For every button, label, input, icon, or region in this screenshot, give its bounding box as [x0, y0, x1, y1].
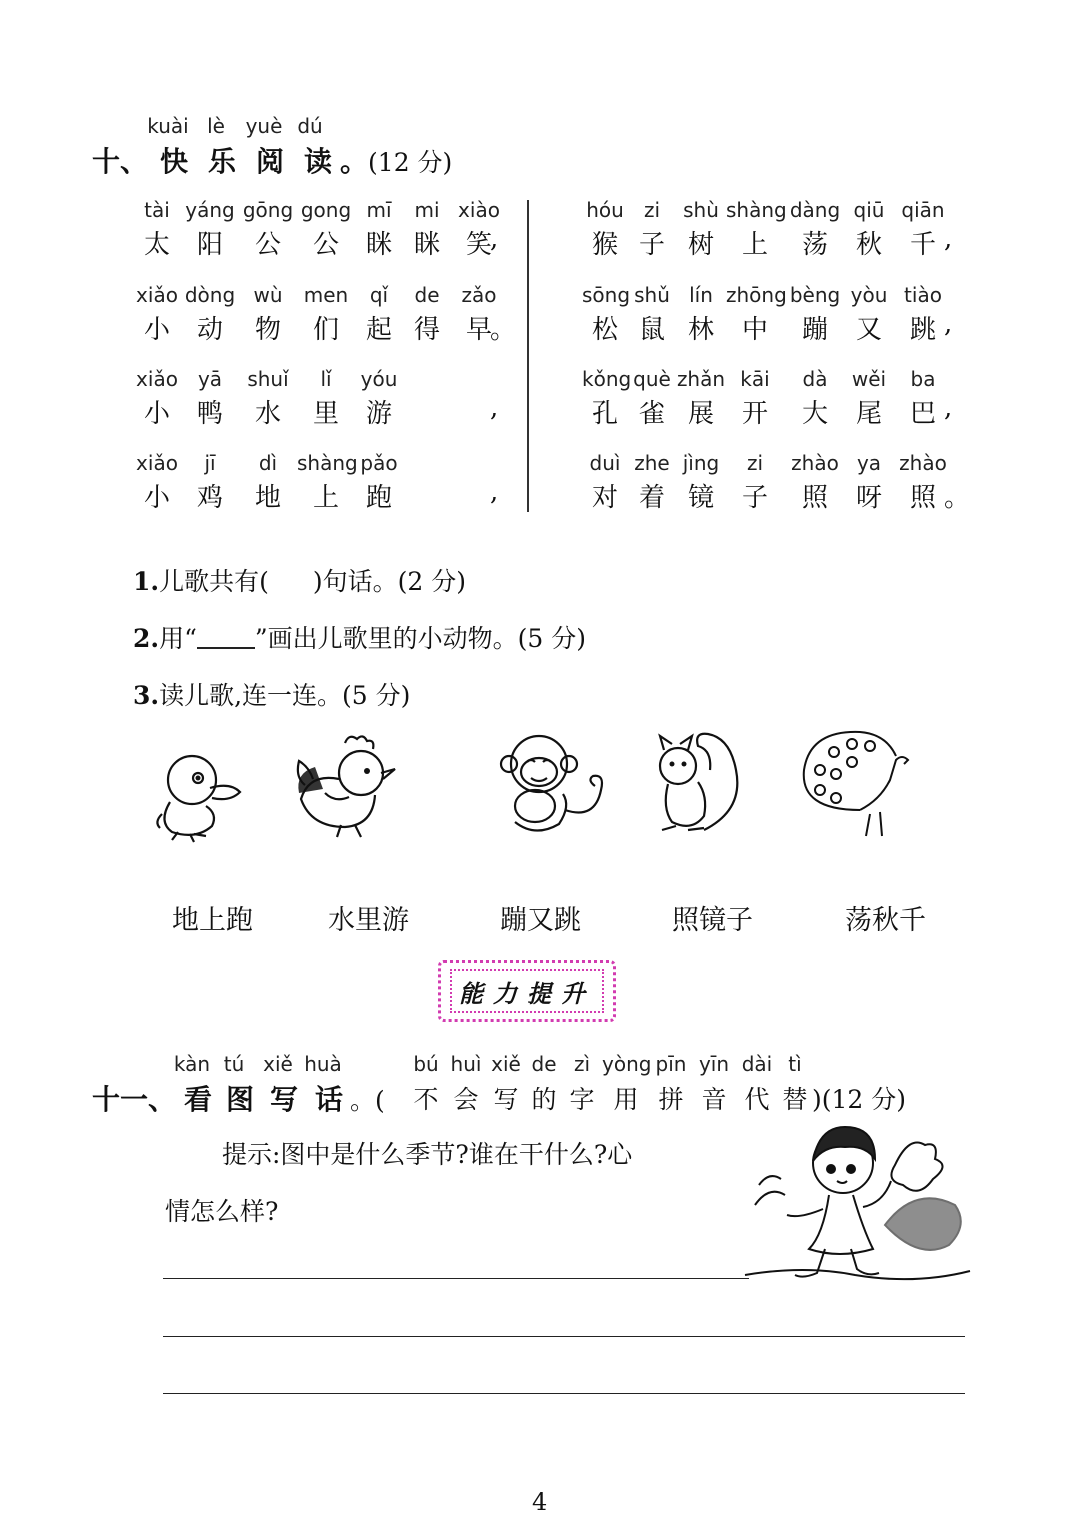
poem-char[interactable]: 小 — [143, 483, 170, 513]
hint-line-1: 提示:图中是什么季节?谁在干什么?心 — [222, 1140, 633, 1169]
pinyin-syllable: jī — [204, 451, 216, 475]
title-char: 看 — [184, 1083, 213, 1116]
poem-char[interactable]: 千 — [909, 230, 936, 260]
poem-line-pinyin — [582, 367, 954, 391]
pinyin-syllable: dàng — [789, 198, 841, 222]
section-number: 十、 — [92, 145, 149, 178]
poem-line — [133, 393, 499, 430]
pinyin-syllable: sōng — [582, 283, 631, 307]
poem-char[interactable]: 们 — [312, 315, 339, 345]
pinyin-syllable: men — [303, 283, 349, 307]
peacock-icon[interactable] — [800, 730, 920, 840]
pinyin-syllable: kāi — [740, 367, 770, 391]
poem-line — [582, 477, 971, 514]
ability-badge — [438, 960, 616, 1022]
pinyin-syllable: mī — [366, 198, 392, 222]
poem-char[interactable]: 对 — [591, 483, 618, 513]
question-3 — [133, 676, 410, 712]
poem-char[interactable]: 公 — [312, 230, 339, 260]
pinyin-syllable: xiǎo — [136, 367, 178, 391]
poem-char[interactable]: 游 — [365, 399, 392, 429]
note-char: 字 — [569, 1085, 595, 1114]
poem-char[interactable]: 笑 — [465, 230, 492, 260]
poem-punct: , — [490, 224, 499, 254]
pinyin-syllable: xiǎo — [136, 283, 178, 307]
poem-char[interactable]: 太 — [143, 230, 170, 260]
pinyin-syllable: xiào — [458, 198, 500, 222]
poem-line-pinyin — [582, 283, 954, 307]
pinyin-syllable: qiū — [853, 198, 885, 222]
title-char: 写 — [270, 1083, 299, 1116]
poem-char[interactable]: 又 — [855, 315, 882, 345]
poem-char[interactable]: 中 — [741, 315, 768, 345]
poem-char[interactable]: 镜 — [687, 483, 714, 513]
poem-line — [582, 224, 954, 261]
writing-line-2[interactable] — [163, 1336, 965, 1337]
poem-char[interactable]: 秋 — [855, 230, 882, 260]
poem-punct: , — [944, 309, 953, 339]
pinyin-syllable: gōng — [242, 198, 294, 222]
poem-punct: , — [490, 393, 499, 423]
pinyin-syllable: zi — [746, 451, 764, 475]
note-char: 不 — [413, 1085, 439, 1114]
pinyin-syllable: zhe — [634, 451, 670, 475]
poem-line-pinyin — [582, 451, 954, 475]
poem-char[interactable]: 早 — [465, 315, 492, 345]
section-number: 十一、 — [92, 1083, 177, 1116]
poem-char[interactable]: 鸭 — [196, 399, 223, 429]
poem-divider — [527, 200, 529, 512]
pinyin-syllable: yuè — [245, 114, 283, 138]
pinyin-syllable: tì — [788, 1052, 802, 1076]
poem-punct: , — [944, 224, 953, 254]
poem-char[interactable]: 上 — [741, 230, 768, 260]
pinyin-syllable: xiě — [263, 1052, 293, 1076]
pinyin-syllable: zì — [573, 1052, 591, 1076]
note-char: 替 — [782, 1085, 808, 1114]
title-char: 乐 — [208, 145, 237, 178]
label-mirror[interactable]: 照镜子 — [672, 905, 753, 936]
pinyin-syllable: yóu — [360, 367, 398, 391]
poem-char[interactable]: 里 — [312, 399, 339, 429]
poem-char[interactable]: 孔 — [591, 399, 618, 429]
title-period: 。( — [350, 1086, 385, 1115]
pinyin-syllable: dì — [258, 451, 278, 475]
pinyin-syllable: ya — [856, 451, 882, 475]
poem-char[interactable]: 跑 — [365, 483, 392, 513]
poem-char[interactable]: 眯 — [365, 230, 392, 260]
title-char: 读 — [304, 145, 333, 178]
question-text: 读儿歌,连一连。(5 分) — [159, 681, 411, 710]
poem-char[interactable]: 呀 — [855, 483, 882, 513]
poem-line — [133, 224, 507, 261]
poem-char[interactable]: 水 — [254, 399, 281, 429]
title-period: 。 — [340, 145, 369, 178]
poem-punct: , — [490, 477, 499, 507]
monkey-icon[interactable] — [497, 730, 612, 840]
poem-char[interactable]: 开 — [741, 399, 768, 429]
pinyin-syllable: ba — [910, 367, 936, 391]
note-char: 音 — [701, 1085, 727, 1114]
poem-char[interactable]: 子 — [638, 230, 665, 260]
poem-line — [582, 309, 954, 346]
writing-line-3[interactable] — [163, 1393, 965, 1394]
note-char: 的 — [531, 1085, 557, 1114]
pinyin-syllable: yīn — [698, 1052, 730, 1076]
poem-char[interactable]: 照 — [909, 483, 936, 513]
pinyin-syllable: shàng — [297, 451, 358, 475]
poem-char[interactable]: 巴 — [909, 399, 936, 429]
pinyin-syllable: wù — [253, 283, 283, 307]
pinyin-syllable: zhǎn — [676, 367, 726, 391]
pinyin-syllable: zhào — [899, 451, 947, 475]
poem-line — [133, 309, 517, 346]
poem-char[interactable]: 雀 — [638, 399, 665, 429]
pinyin-syllable: gong — [300, 198, 352, 222]
pinyin-syllable: shǔ — [634, 283, 670, 307]
poem-char[interactable]: 小 — [143, 399, 170, 429]
poem-char[interactable]: 照 — [801, 483, 828, 513]
pinyin-syllable: hóu — [586, 198, 624, 222]
poem-char[interactable]: 地 — [254, 483, 281, 513]
pinyin-syllable: tú — [223, 1052, 245, 1076]
pinyin-syllable: wěi — [851, 367, 887, 391]
poem-char[interactable]: 公 — [254, 230, 281, 260]
poem-char[interactable]: 猴 — [591, 230, 618, 260]
question-1 — [133, 562, 466, 598]
poem-char[interactable]: 松 — [591, 315, 618, 345]
question-number: 3. — [133, 681, 160, 710]
pinyin-syllable: huì — [450, 1052, 482, 1076]
title-char: 话 — [315, 1083, 344, 1116]
section-score: (12 分) — [821, 1085, 907, 1114]
pinyin-syllable: kàn — [173, 1052, 211, 1076]
pinyin-syllable: kǒng — [582, 367, 632, 391]
pinyin-syllable: yòng — [602, 1052, 652, 1076]
pinyin-syllable: lín — [689, 283, 713, 307]
question-text: ”画出儿歌里的小动物。(5 分) — [254, 624, 587, 653]
pinyin-syllable: mi — [414, 198, 440, 222]
section11-note-pinyin — [406, 1052, 812, 1076]
pinyin-syllable: shuǐ — [247, 367, 289, 391]
question-2 — [133, 619, 586, 655]
label-hop-jump[interactable]: 蹦又跳 — [500, 905, 581, 936]
underline-sample — [197, 625, 255, 649]
poem-punct: 。 — [490, 315, 517, 345]
note-close: ) — [812, 1085, 822, 1114]
title-char: 图 — [226, 1083, 255, 1116]
note-char: 写 — [493, 1085, 519, 1114]
poem-line-pinyin — [582, 198, 954, 222]
poem-char[interactable]: 得 — [413, 315, 440, 345]
poem-char[interactable]: 跳 — [909, 315, 936, 345]
pinyin-syllable: duì — [589, 451, 621, 475]
pinyin-syllable: yáng — [185, 198, 235, 222]
poem-punct: 。 — [944, 483, 971, 513]
poem-line-pinyin — [133, 451, 403, 475]
page-number: 4 — [532, 1488, 548, 1516]
poem-line — [582, 393, 954, 430]
section10-title-pinyin — [142, 114, 330, 138]
title-char: 阅 — [256, 145, 285, 178]
question-text: )句话。(2 分) — [312, 567, 466, 596]
pinyin-syllable: dòng — [184, 283, 236, 307]
pinyin-syllable: qiān — [901, 198, 945, 222]
poem-char[interactable]: 小 — [143, 315, 170, 345]
poem-char[interactable]: 动 — [196, 315, 223, 345]
poem-char[interactable]: 上 — [312, 483, 339, 513]
question-text: 儿歌共有( — [159, 567, 269, 596]
section10-title — [92, 140, 452, 180]
poem-char[interactable]: 鸡 — [196, 483, 223, 513]
poem-char[interactable]: 林 — [687, 315, 714, 345]
label-ground-run[interactable]: 地上跑 — [172, 905, 253, 936]
pinyin-syllable: xiě — [491, 1052, 521, 1076]
pinyin-syllable: zhōng — [726, 283, 787, 307]
pinyin-syllable: dà — [802, 367, 828, 391]
pinyin-syllable: lǐ — [320, 367, 332, 391]
note-char: 会 — [453, 1085, 479, 1114]
pinyin-syllable: shàng — [726, 198, 787, 222]
duck-icon[interactable] — [150, 752, 250, 842]
pinyin-syllable: kuài — [147, 114, 189, 138]
poem-line — [133, 477, 499, 514]
poem-char[interactable]: 尾 — [855, 399, 882, 429]
poem-char[interactable]: 起 — [365, 315, 392, 345]
pinyin-syllable: zhào — [791, 451, 839, 475]
note-char: 拼 — [658, 1085, 684, 1114]
title-char: 快 — [160, 145, 189, 178]
squirrel-icon[interactable] — [648, 730, 748, 840]
pinyin-syllable: bèng — [789, 283, 841, 307]
writing-line-1[interactable] — [163, 1278, 749, 1279]
pinyin-syllable: lè — [207, 114, 225, 138]
poem-char[interactable]: 物 — [254, 315, 281, 345]
pinyin-syllable: yòu — [850, 283, 888, 307]
question-number: 2. — [133, 624, 160, 653]
girl-autumn-illustration — [745, 1125, 970, 1285]
label-swing[interactable]: 荡秋千 — [845, 905, 926, 936]
pinyin-syllable: zǎo — [461, 283, 497, 307]
poem-char[interactable]: 蹦 — [801, 315, 828, 345]
note-char: 代 — [744, 1085, 770, 1114]
pinyin-syllable: tiào — [904, 283, 942, 307]
pinyin-syllable: dú — [297, 114, 323, 138]
poem-char[interactable]: 荡 — [801, 230, 828, 260]
poem-line-pinyin — [133, 367, 403, 391]
section11-title-pinyin — [170, 1052, 344, 1076]
poem-punct: , — [944, 393, 953, 423]
rooster-icon[interactable] — [295, 733, 405, 841]
pinyin-syllable: xiǎo — [136, 451, 178, 475]
pinyin-syllable: bú — [413, 1052, 439, 1076]
pinyin-syllable: qǐ — [369, 283, 389, 307]
pinyin-syllable: de — [414, 283, 440, 307]
poem-line-pinyin — [133, 198, 507, 222]
poem-char[interactable]: 鼠 — [638, 315, 665, 345]
poem-line-pinyin — [133, 283, 507, 307]
pinyin-syllable: tài — [144, 198, 170, 222]
poem-char[interactable]: 眯 — [413, 230, 440, 260]
pinyin-syllable: jìng — [682, 451, 720, 475]
note-char: 用 — [613, 1085, 639, 1114]
question-text: 用“ — [159, 624, 197, 653]
ability-badge-text: 能力提升 — [450, 969, 604, 1013]
pinyin-syllable: de — [531, 1052, 557, 1076]
poem-char[interactable]: 树 — [687, 230, 714, 260]
pinyin-syllable: pǎo — [360, 451, 398, 475]
section-score: (12 分) — [368, 148, 453, 177]
poem-char[interactable]: 展 — [687, 399, 714, 429]
pinyin-syllable: pīn — [655, 1052, 687, 1076]
label-water-swim[interactable]: 水里游 — [328, 905, 409, 936]
pinyin-syllable: shù — [683, 198, 719, 222]
poem-char[interactable]: 子 — [741, 483, 768, 513]
pinyin-syllable: dài — [741, 1052, 773, 1076]
hint-line-2: 情怎么样? — [165, 1197, 279, 1226]
pinyin-syllable: què — [633, 367, 671, 391]
pinyin-syllable: huà — [304, 1052, 342, 1076]
pinyin-syllable: zi — [643, 198, 661, 222]
pinyin-syllable: yā — [197, 367, 223, 391]
poem-char[interactable]: 阳 — [196, 230, 223, 260]
section11-note — [406, 1080, 906, 1116]
poem-char[interactable]: 着 — [638, 483, 665, 513]
question-number: 1. — [133, 567, 160, 596]
poem-char[interactable]: 大 — [801, 399, 828, 429]
section11-title — [92, 1078, 385, 1118]
